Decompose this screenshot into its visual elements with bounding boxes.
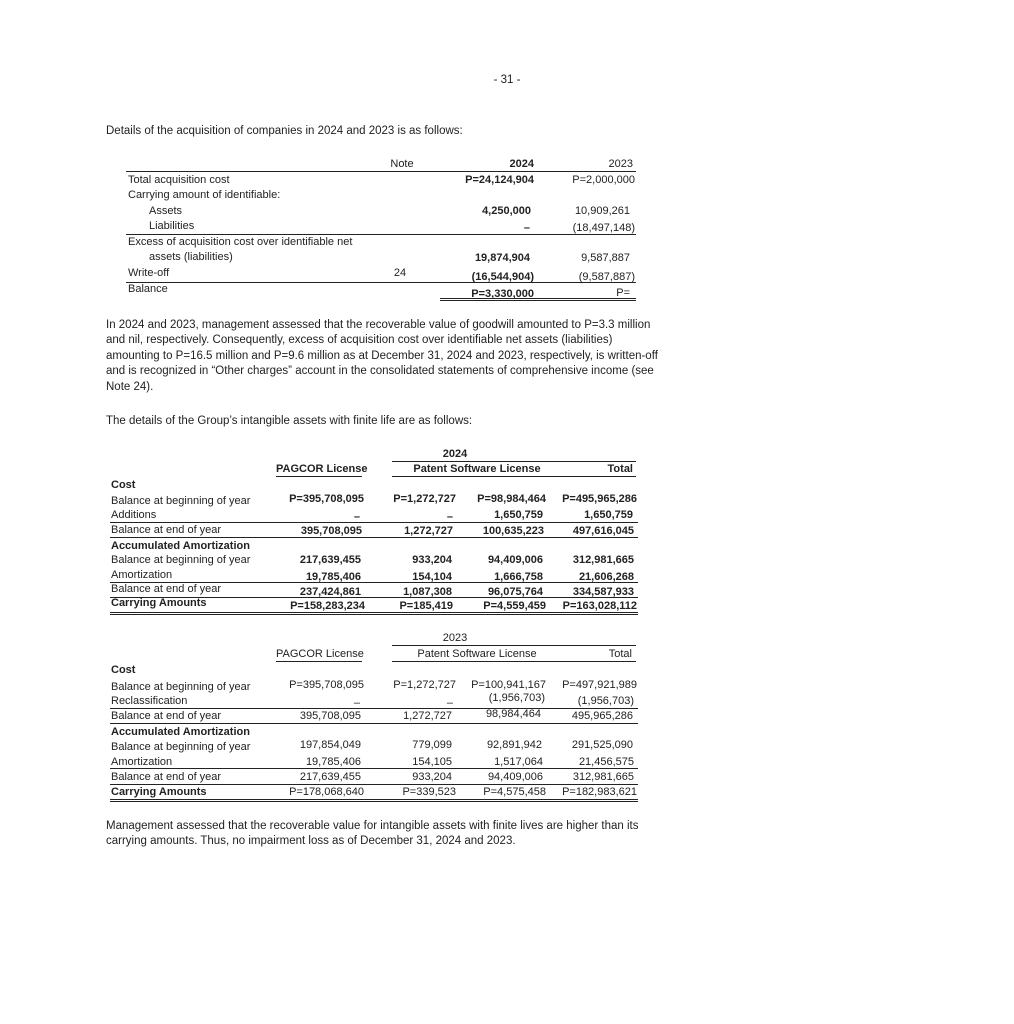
- t2024-am-end-label: Balance at end of year: [111, 583, 222, 595]
- t2023-reclass-pagcor: –: [353, 697, 360, 709]
- t2024-am-begin-pagcor: 217,639,455: [299, 554, 361, 566]
- acq-header-note: Note: [390, 158, 414, 170]
- t2023-carry-patent1: P=339,523: [402, 786, 456, 798]
- t2023-reclass-patent2: (1,956,703): [488, 692, 545, 704]
- t2024-carry-patent1: P=185,419: [399, 600, 453, 612]
- acq-balance-label: Balance: [128, 283, 168, 295]
- t2023-bal-begin-patent2: P=100,941,167: [471, 679, 546, 691]
- t2024-amortization-patent2: 1,666,758: [494, 571, 543, 583]
- t2024-carrying: Carrying Amounts: [111, 597, 207, 609]
- t2023-am-begin-label: Balance at beginning of year: [111, 741, 251, 753]
- t2024-additions-total: 1,650,759: [584, 509, 633, 521]
- t2023-amortization-patent1: 154,105: [412, 756, 452, 768]
- t2023-col-total: Total: [608, 648, 632, 660]
- intangible-intro: The details of the Group’s intangible assets with finite life are as follows:: [106, 415, 473, 427]
- t2024-am-end-patent2: 96,075,764: [487, 586, 543, 598]
- acq-writeoff-2024: (16,544,904): [471, 271, 534, 283]
- t2024-bal-end-patent1: 1,272,727: [404, 525, 453, 537]
- t2024-am-begin-total: 312,981,665: [572, 554, 634, 566]
- t2024-amortization-pagcor: 19,785,406: [305, 571, 361, 583]
- acq-liabilities-label: Liabilities: [149, 220, 195, 232]
- t2024-am-begin-patent2: 94,409,006: [487, 554, 543, 566]
- acq-writeoff-note: 24: [393, 267, 407, 279]
- acq-assets-2024: 4,250,000: [482, 205, 531, 217]
- acq-assets-2023: 10,909,261: [574, 205, 630, 217]
- conclusion-paragraph: Management assessed that the recoverable value for intangible assets with finite lives are higher than its carrying amounts. Thus, no impairment loss as of December 31, 2024 and 2023.: [106, 820, 639, 848]
- t2023-bal-begin-patent1: P=1,272,727: [393, 679, 456, 691]
- t2023-amortization-total: 21,456,575: [578, 756, 634, 768]
- acq-carrying-label: Carrying amount of identifiable:: [128, 189, 281, 201]
- t2024-carry-patent2: P=4,559,459: [483, 600, 546, 612]
- t2023-carry-pagcor: P=178,068,640: [289, 786, 364, 798]
- t2024-bal-end-pagcor: 395,708,095: [300, 525, 362, 537]
- acq-header-2024: 2024: [509, 158, 534, 170]
- t2024-col-pagcor: PAGCOR License: [276, 463, 368, 475]
- t2024-col-patent: Patent Software License: [413, 463, 541, 475]
- t2023-am-end-patent2: 94,409,006: [487, 771, 543, 783]
- t2024-carry-total: P=163,028,112: [562, 600, 637, 612]
- acq-total-cost-2024: P=24,124,904: [465, 174, 534, 186]
- t2023-bal-begin-total: P=497,921,989: [562, 679, 637, 691]
- page-number: - 31 -: [493, 74, 521, 86]
- t2023-am-begin-total: 291,525,090: [571, 739, 633, 751]
- t2023-bal-end-pagcor: 395,708,095: [299, 710, 361, 722]
- t2023-carrying: Carrying Amounts: [111, 786, 207, 798]
- t2023-reclass-label: Reclassification: [111, 695, 188, 707]
- t2024-year: 2024: [442, 448, 468, 460]
- t2024-acc-amort: Accumulated Amortization: [111, 540, 250, 552]
- t2024-bal-end-patent2: 100,635,223: [482, 525, 544, 537]
- t2024-additions-patent1: –: [446, 511, 453, 523]
- t2023-bal-end-patent2: 98,984,464: [485, 708, 541, 720]
- intro-text: Details of the acquisition of companies in 2024 and 2023 is as follows:: [106, 125, 463, 137]
- t2023-am-begin-patent1: 779,099: [412, 739, 452, 751]
- t2023-bal-end-patent1: 1,272,727: [403, 710, 452, 722]
- t2023-am-begin-pagcor: 197,854,049: [299, 739, 361, 751]
- acq-balance-2023: P=: [616, 287, 630, 299]
- t2024-additions-pagcor: –: [353, 511, 360, 523]
- t2024-bal-begin-total: P=495,965,286: [562, 493, 637, 505]
- t2024-bal-begin-pagcor: P=395,708,095: [289, 493, 364, 505]
- acq-excess-label-1: Excess of acquisition cost over identifiable net: [128, 236, 353, 248]
- t2024-am-end-patent1: 1,087,308: [403, 586, 452, 598]
- t2023-amortization-pagcor: 19,785,406: [305, 756, 361, 768]
- goodwill-paragraph: In 2024 and 2023, management assessed that the recoverable value of goodwill amounted to P=3.3 million and nil, respectively. Consequently, excess of acquisition cost over identifiable net assets (liabilities) amounting to P=16.5 million and P=9.6 million as at December 31, 2024 and 2023, respectively, is written-off and is recognized in “Other charges” account in the consolidated statements of comprehensive income (see Note 24).: [106, 319, 658, 393]
- t2024-bal-begin-patent1: P=1,272,727: [393, 493, 456, 505]
- t2023-am-begin-patent2: 92,891,942: [486, 739, 542, 751]
- t2023-bal-begin-label: Balance at beginning of year: [111, 681, 251, 693]
- acq-liabilities-2024: –: [523, 222, 530, 234]
- t2023-cost: Cost: [111, 664, 136, 676]
- t2023-acc-amort: Accumulated Amortization: [111, 726, 250, 738]
- t2023-year: 2023: [442, 632, 468, 644]
- t2024-bal-end-label: Balance at end of year: [111, 524, 222, 536]
- t2024-am-end-total: 334,587,933: [572, 586, 634, 598]
- t2023-am-end-label: Balance at end of year: [111, 771, 222, 783]
- t2024-cost: Cost: [111, 479, 136, 491]
- t2023-amortization-label: Amortization: [111, 756, 173, 768]
- acq-writeoff-label: Write-off: [128, 267, 170, 279]
- t2023-bal-end-total: 495,965,286: [571, 710, 633, 722]
- acq-liabilities-2023: (18,497,148): [572, 222, 635, 234]
- acq-excess-2023: 9,587,887: [581, 252, 630, 264]
- t2023-am-end-total: 312,981,665: [572, 771, 634, 783]
- t2023-reclass-total: (1,956,703): [577, 695, 634, 707]
- t2024-amortization-total: 21,606,268: [578, 571, 634, 583]
- acq-header-2023: 2023: [608, 158, 633, 170]
- t2024-bal-begin-label: Balance at beginning of year: [111, 495, 251, 507]
- t2023-am-end-pagcor: 217,639,455: [299, 771, 361, 783]
- t2024-am-begin-patent1: 933,204: [412, 554, 452, 566]
- t2024-additions-label: Additions: [111, 509, 157, 521]
- t2024-amortization-label: Amortization: [111, 569, 173, 581]
- acq-total-cost-2023: P=2,000,000: [572, 174, 635, 186]
- t2024-additions-patent2: 1,650,759: [494, 509, 543, 521]
- acq-balance-2024: P=3,330,000: [471, 288, 534, 300]
- acq-assets-label: Assets: [149, 205, 183, 217]
- t2023-amortization-patent2: 1,517,064: [494, 756, 543, 768]
- t2023-am-end-patent1: 933,204: [412, 771, 452, 783]
- acq-writeoff-2023: (9,587,887): [578, 271, 635, 283]
- acq-total-cost-label: Total acquisition cost: [128, 174, 230, 186]
- t2024-bal-end-total: 497,616,045: [572, 525, 634, 537]
- t2024-col-total: Total: [607, 463, 633, 475]
- t2024-bal-begin-patent2: P=98,984,464: [477, 493, 546, 505]
- acq-excess-2024: 19,874,904: [474, 252, 530, 264]
- t2024-am-end-pagcor: 237,424,861: [299, 586, 361, 598]
- t2023-col-pagcor: PAGCOR License: [276, 648, 364, 660]
- t2023-carry-patent2: P=4,575,458: [483, 786, 546, 798]
- t2024-am-begin-label: Balance at beginning of year: [111, 554, 251, 566]
- t2024-carry-pagcor: P=158,283,234: [290, 600, 365, 612]
- t2023-bal-begin-pagcor: P=395,708,095: [289, 679, 364, 691]
- t2023-col-patent: Patent Software License: [417, 648, 537, 660]
- t2023-bal-end-label: Balance at end of year: [111, 710, 222, 722]
- t2023-carry-total: P=182,983,621: [562, 786, 637, 798]
- t2023-reclass-patent1: –: [446, 697, 453, 709]
- t2024-amortization-patent1: 154,104: [412, 571, 452, 583]
- acq-excess-label-2: assets (liabilities): [149, 251, 233, 263]
